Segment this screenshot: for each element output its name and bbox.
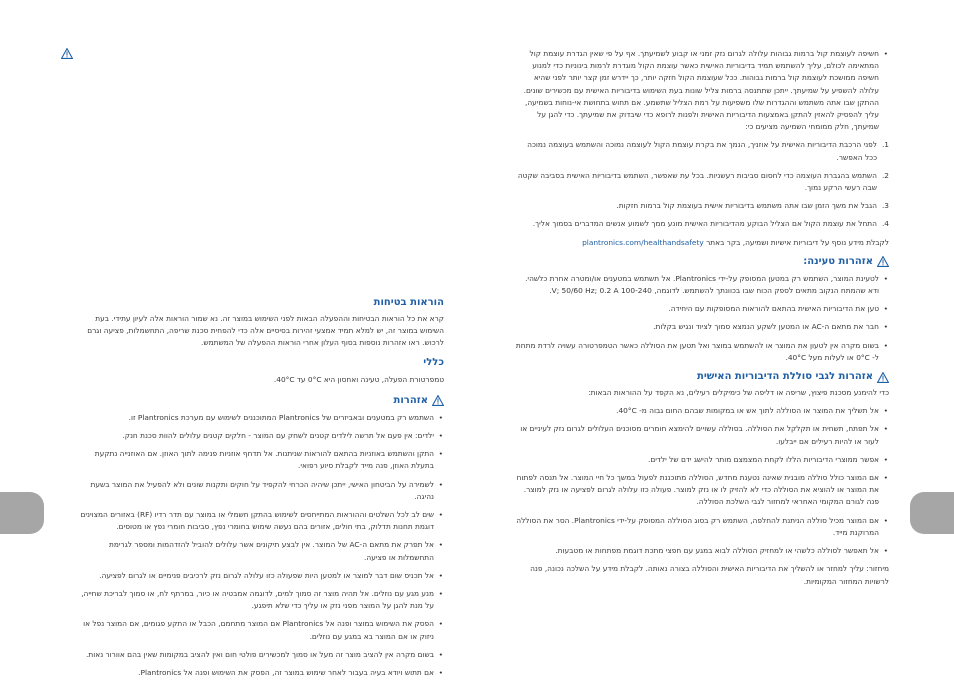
warning-triangle-icon (877, 256, 889, 267)
warning-triangle-icon (432, 395, 444, 406)
list-item: • אל תשליך את המוצר או הסוללה לתוך אש או במקומות שבהם החום גבוה מ- 40°C. (513, 405, 879, 417)
list-item: • אל תאפשר לסוללה כלשהי או למחזיק הסוללה לבוא במגע עם חפצי מתכת דוגמת מפתחות או מטבעות. (513, 545, 879, 557)
health-safety-link[interactable]: plantronics.com/healthandsafety (582, 237, 704, 247)
list-item: • אם המוצר כולל סוללה מובנית שאינה נטענת מחדש, הסוללה מתוכננת לפעול במשך כל חיי המוצר. אל תנסה לפתוח את המוצר או להוציא את הסוללה כדי לא להזיק לו או נזק למוצר. פעולה כזו עלולה לגרום לפציעה או נזק למוצר. פנה לגורם המקומי האחראי למחזור לגבי השלכת הסוללה. (513, 472, 879, 509)
list-item: • אם תתוש ויודא בעיה בעבור לאחר שימוש במוצר זה, הפסק את השימוש ופנה אל Plantronics. (72, 667, 434, 679)
page-edge-tab (910, 492, 954, 534)
safety-instructions (72, 296, 444, 685)
intro-list (513, 48, 889, 133)
page-edge-tab (0, 492, 44, 534)
list-item: • חבר את מתאם ה-AC או המטען לשקע הנמצא סמוך לציוד ונגיש בקלות. (513, 321, 879, 333)
list-item: • בשום מקרה אין לטעון את המוצר או להשתמש במוצר ואל תטען את הסוללה כאשר הטמפרטורה עשויה לרדת מתחת ל- 0°C או לעלות מעל 40°C. (513, 340, 879, 364)
list-item: • הפסק את השימוש במוצר ופנה אל Plantronics אם המוצר מתחמם, הכבל או התקע פגומים, אם המוצר נפל או ניזוק או אם המוצר בא במגע עם נוזלים. (72, 618, 434, 642)
list-item: • טען את הדיבוריות האישית בהתאם להוראות המסופקות עם היחידה. (513, 303, 879, 315)
safety-intro: קרא את כל הוראות הבטיחות וההפעלה הבאות לפני השימוש במוצר זה. נא שמור הוראות אלה לעיון עתידי. בעת השימוש במוצר זה, יש למלא תמיד אמצעי זהירות בסיסיים אלה כדי להפחית סכנת שריפה, התחשמלות, פציעה וגרם לרכוש. ראו אזהרות נוספות בסוף העלון אחרי הוראות ההפעלה של המשתמש. (87, 314, 444, 348)
warnings-heading: אזהרות (72, 394, 444, 408)
step-item: 2. השתמש בהגברת העוצמה כדי לחסום סביבות רעשניות. בכל עת שאפשר, השתמש בדיבוריות האישית בסביבה שקטה שבה רעשי הרקע נמוך. (517, 170, 889, 193)
steps-list (513, 139, 889, 230)
list-item: • לשמירה על הביטחון האישי, ייתכן שיהיה הכרחי להקפיד על חוקים ותקנות שונים ולא להפעיל את המוצר בשעת נהיגה. (72, 479, 434, 503)
step-item: 3. הגבל את משך הזמן שבו אתה משתמש בדיבוריות אישית בעוצמת קול ברמות חזקות. (616, 201, 889, 211)
battery-intro: כדי להימנע מסכנת פיצוץ, שריפה או דליפה של כימיקלים רעילים, נא הקפד על ההוראות הבאות: (588, 388, 889, 398)
step-item: 4. התחל את עוצמת הקול אם הצליל הבוקע מהדיבוריות האישית מונע ממך לשמוע אנשים המדברים בסמוך אליך. (532, 219, 889, 229)
list-item: • אל תכניס שום דבר למוצר או למטען היות שפעולה כזו עלולה לגרום נזק לרכיבים פנימיים או לגרום לפציעה. (72, 570, 434, 582)
charging-list (513, 273, 889, 364)
list-item: • בשום מקרה אין להציב מוצר זה מעל או סמוך למכשירים פולטי חום ואין להציב במקומות שאין בהם אוורור נאות. (72, 649, 434, 661)
general-heading: כללי (423, 356, 444, 368)
list-item: • אל תפרק את מתאם ה-AC של המוצר. אין לבצע תיקונים אשר עלולים להוביל להזדהמות ומספר לגרימת התחשמלות או פציעה. (72, 539, 434, 563)
battery-heading: אזהרות לגבי סוללת הדיבוריות האישית (513, 370, 889, 384)
list-item: • התקן והשתמש באוזניות בהתאם להוראות שניתנות. אל תדחף אוזניות פנימה לתוך האוזן. אם האוזנייה נתקעת בתעלת האוזן, פנה מייד לקבלת סיוע רפואי. (72, 448, 434, 472)
warning-triangle-icon (61, 48, 73, 59)
hearing-safety (513, 48, 889, 594)
list-item: • חשיפה לעוצמת קול ברמות גבוהות עלולה לגרום נזק זמני או קבוע לשמיעתך. אף על פי שאין הגדרת עוצמת קול המתאימה לכולם, עליך להשתמש תמיד בדיבוריות האישית כאשר עוצמת הקול מוגדרת לרמות בינוניות כדי למנוע חשיפה ממושכת לעוצמת קול ברמות גבוהות. ככל שעוצמת הקול חזקה יותר, כך יידרש זמן קצר יותר לפני שהיא עלולה להשפיע על שמיעתך. ייתכן שתתנסה ברמות צליל שונות בעת השימוש בדיבוריות האישית עם מכשירים שונים. ההתקן שבו אתה משתמש וההגדרות שלו משפיעות על רמת הצליל שתשמע. אם תחוש בתחושת אי-נוחות בשמיעה, עליך להפסיק להאזין להתקן באמצעות הדיבוריות האישית ולפנות לרופא כדי שיבדוק את שמיעתך. כדי להגן על שמיעתך, חלק ממומחי השמיעה מציעים כי: (513, 48, 879, 133)
step-item: 1. לפני הרכבת הדיבוריות האישית על אוזניך, הנמך את בקרת עוצמת הקול לעוצמה נמוכה והשתמש בעוצמה נמוכה ככל האפשר. (527, 140, 889, 162)
left-page (0, 0, 477, 678)
general-text: טמפרטורת הפעלה, טעינה ואחסון היא 0°C עד 40°C. (273, 374, 444, 384)
right-page (477, 0, 954, 673)
charging-heading: אזהרות טעינה: (513, 255, 889, 269)
list-item: • שים לב לכל השלטים וההוראות המתייחסים לשימוש בהתקן חשמלי או במוצר עם תדר רדיו (RF) באזורים המצוינים דוגמת תחנות תדלוק, בתי חולים, אזורים בהם נעשה שימוש בחומרי נפץ, סביבות חומרי נפץ או מטוסים. (72, 509, 434, 533)
list-item: • לטעינת המוצר, השתמש רק במטען המסופק על-ידי Plantronics. אל תשתמש במטענים או/ומטרה אחרת כלשהי. ודא שהמתח הנקוב מתאים לספק הכוח שבו בכוונתך להשתמש. לדוגמה, 100-240 V; 50/60 Hz; 0.2 A. (513, 273, 879, 297)
safety-heading: הוראות בטיחות (373, 297, 444, 308)
list-item: • אפשר ממוצרי הדיבוריות הללו לקחת המצמצם מותר להישג ידם של ילדים. (513, 454, 879, 466)
list-item: • אם המוצר מכיל סוללה הניתנת להחלפה, השתמש רק בסוג הסוללה המסופק על-ידי Plantronics. הסר את הסוללה המרוקנת מייד. (513, 515, 879, 539)
list-item: • ילדים: אין פעם אל תרשה לילדים קטנים לשחק עם המוצר - חלקים קטנים עלולים להוות סכנת חנק. (72, 430, 434, 442)
list-item: • מנע מגע עם נוזלים. אל תהיה מוצר זה סמוך למים, לדוגמה אמבטיה או כיור, במרתף לח, או סמוך לבריכת שחייה, על מנת להגן על המוצר מפני נזק או עליך כדי שלא תיפגע. (72, 588, 434, 612)
recycle-note: מיחזור: עליך למחזר או להשליך את הדיבוריות האישית והסוללה בצורה נאותה. לקבלת מידע על השלכה נכונה, פנה לרשויות המחזור המקומיות. (530, 564, 889, 586)
warning-triangle-icon (877, 372, 889, 383)
list-item: • השתמש רק במטענים ובאביזרים של Plantronics המתוכננים לשימוש עם מערכת Plantronics זו. (72, 412, 434, 424)
list-item: • אל תפתח, תשחית או תקלקל את הסוללה. בסוללה עשויים להימצא חומרים מסוכנים העלולים לגרום נזק לעיניים או לעור או להיות רעילים אם ייבלעו. (513, 423, 879, 447)
warnings-list (72, 412, 444, 679)
more-info: לקבלת מידע נוסף על דיבוריות אישיות ושמיעה, בקר באתר plantronics.com/healthandsafety (582, 237, 889, 247)
battery-list (513, 405, 889, 557)
